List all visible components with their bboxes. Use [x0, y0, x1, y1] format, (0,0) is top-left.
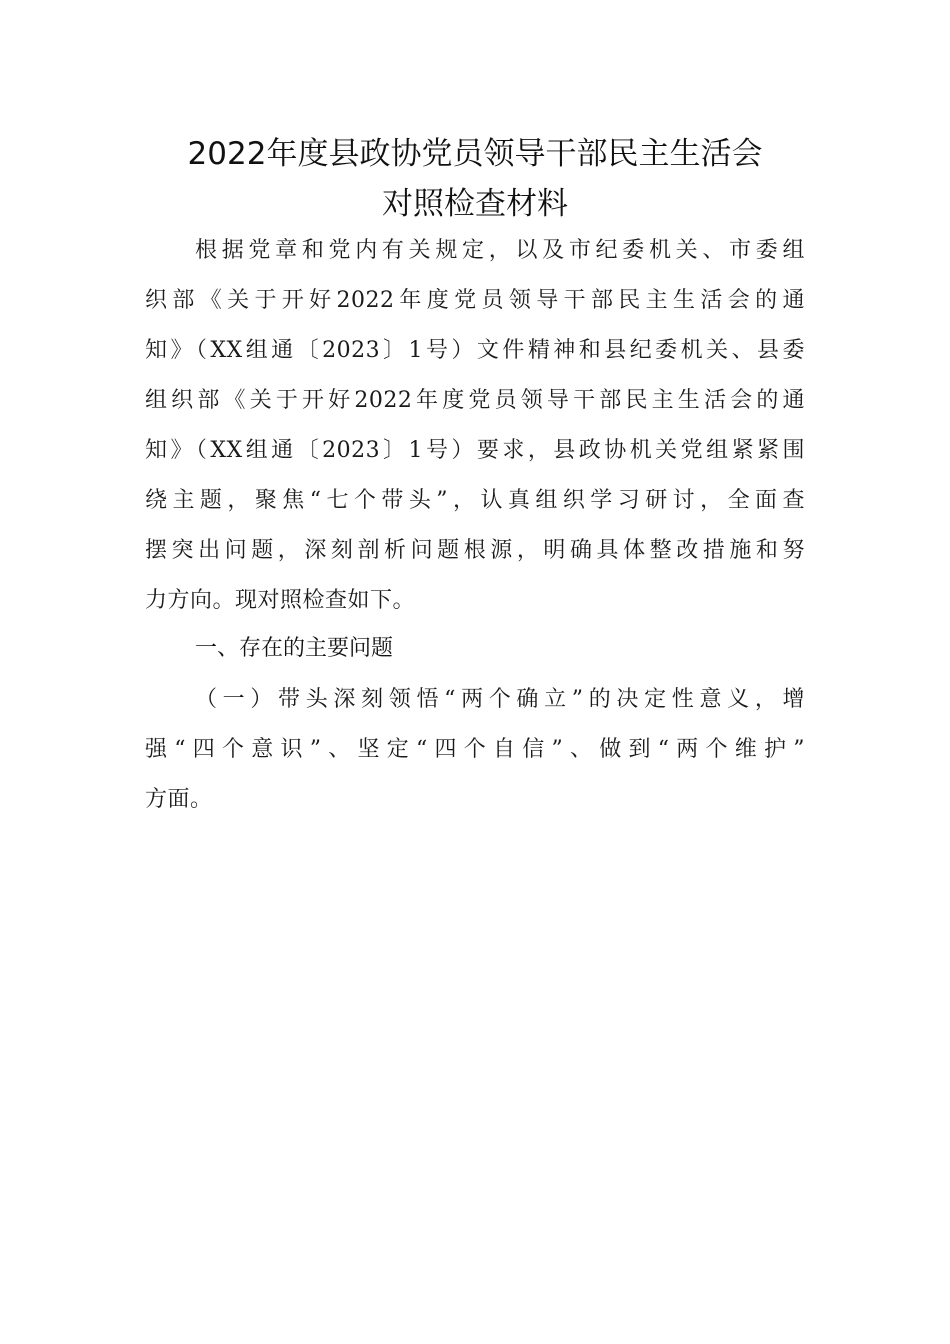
intro-paragraph-line: 绕主题，聚焦“七个带头”，认真组织学习研讨，全面查	[145, 488, 805, 513]
document-title-line-2: 对照检查材料	[382, 186, 568, 222]
subsection-paragraph-line: 方面。	[145, 787, 213, 812]
section-heading: 一、存在的主要问题	[195, 636, 394, 661]
intro-paragraph-line: 知》（XX组通〔2023〕1号）文件精神和县纪委机关、县委	[145, 338, 805, 363]
intro-paragraph-line: 组织部《关于开好2022年度党员领导干部民主生活会的通	[145, 388, 805, 413]
subsection-paragraph-line: （一）带头深刻领悟“两个确立”的决定性意义，增	[195, 687, 805, 712]
intro-paragraph-line: 知》（XX组通〔2023〕1号）要求，县政协机关党组紧紧围	[145, 438, 805, 463]
intro-paragraph-line: 织部《关于开好2022年度党员领导干部民主生活会的通	[145, 288, 805, 313]
intro-paragraph-line: 摆突出问题，深刻剖析问题根源，明确具体整改措施和努	[145, 538, 805, 563]
subsection-paragraph-line: 强“四个意识”、坚定“四个自信”、做到“两个维护”	[145, 737, 805, 762]
document-title-line-1: 2022年度县政协党员领导干部民主生活会	[187, 136, 763, 172]
intro-paragraph-line: 根据党章和党内有关规定，以及市纪委机关、市委组	[195, 238, 805, 263]
intro-paragraph-line: 力方向。现对照检查如下。	[145, 588, 416, 613]
